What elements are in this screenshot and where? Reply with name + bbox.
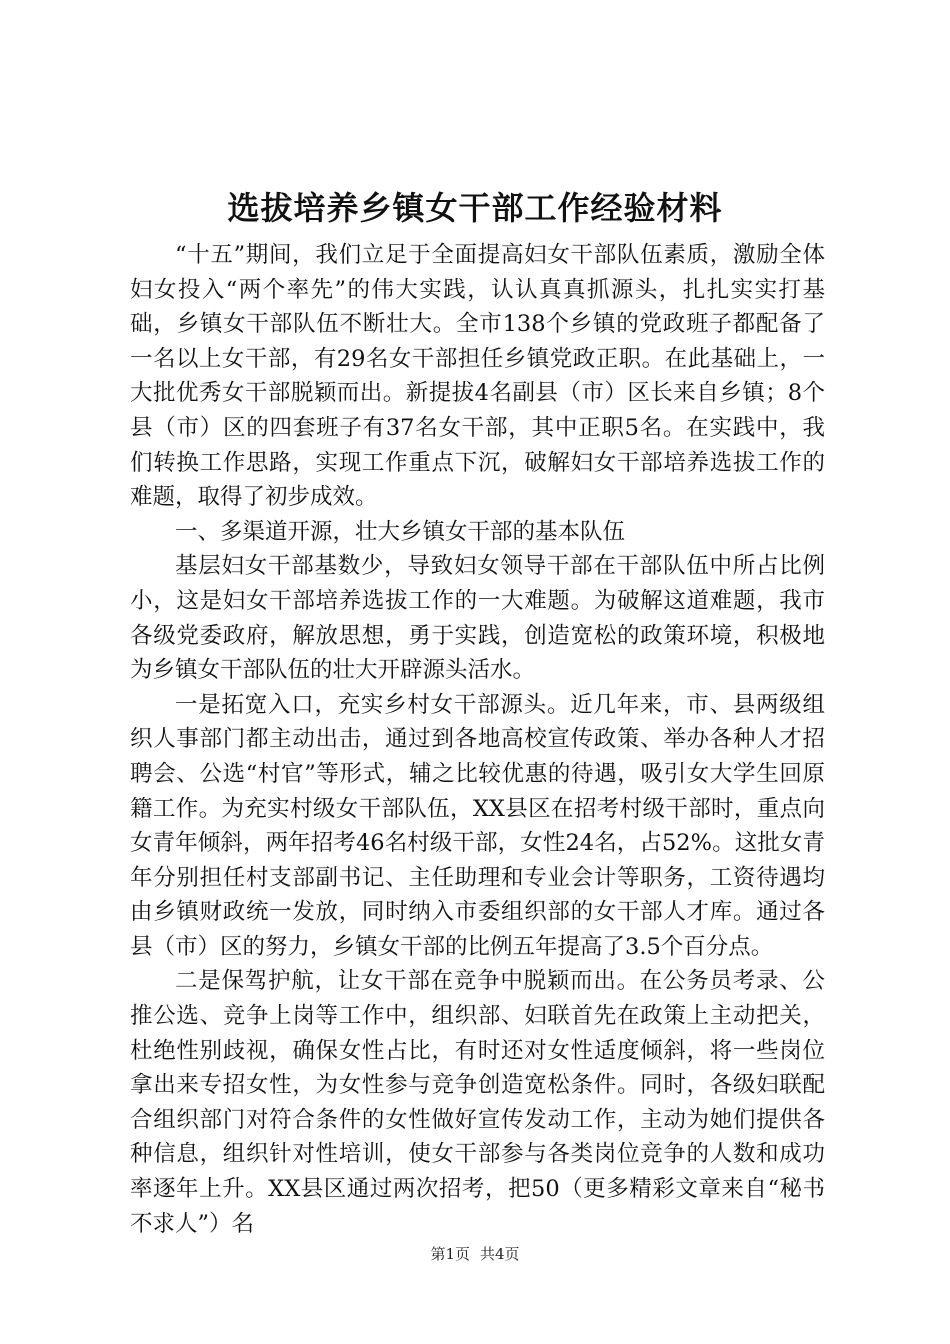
- paragraph-point-2: 二是保驾护航，让女干部在竞争中脱颖而出。在公务员考录、公推公选、竞争上岗等工作中，组织部、妇联首先在政策上主动把关，杜绝性别歧视，确保女性占比，有时还对女性适度倾斜，将一些岗位拿出来专招女性，为女性参与竞争创造宽松条件。同时，各级妇联配合组织部门对符合条件的女性做好宣传发动工作，主动为她们提供各种信息，组织针对性培训，使女干部参与各类岗位竞争的人数和成功率逐年上升。XX县区通过两次招考，把50（更多精彩文章来自“秘书不求人”）名: [130, 968, 825, 1237]
- document-body: [130, 238, 825, 1241]
- paragraph-intro: “十五”期间，我们立足于全面提高妇女干部队伍素质，激励全体妇女投入“两个率先”的伟大实践，认认真真抓源头，扎扎实实打基础，乡镇女干部队伍不断壮大。全市138个乡镇的党政班子都配备了一名以上女干部，有29名女干部担任乡镇党政正职。在此基础上，一大批优秀女干部脱颖而出。新提拔4名副县（市）区长来自乡镇；8个县（市）区的四套班子有37名女干部，其中正职5名。在实践中，我们转换工作思路，实现工作重点下沉，破解妇女干部培养选拔工作的难题，取得了初步成效。: [130, 242, 825, 511]
- document-title: 选拔培养乡镇女干部工作经验材料: [227, 189, 723, 227]
- paragraph-section-1-intro: 基层妇女干部基数少，导致妇女领导干部在干部队伍中所占比例小，这是妇女干部培养选拔工作的一大难题。为破解这道难题，我市各级党委政府，解放思想，勇于实践，创造宽松的政策环境，积极地为乡镇女干部队伍的壮大开辟源头活水。: [130, 553, 825, 684]
- page-total: 共4页: [480, 1245, 520, 1263]
- section-heading-1: 一、多渠道开源，壮大乡镇女干部的基本队伍: [175, 518, 626, 545]
- page-footer: [0, 1244, 950, 1264]
- paragraph-point-1: 一是拓宽入口，充实乡村女干部源头。近几年来，市、县两级组织人事部门都主动出击，通过到各地高校宣传政策、举办各种人才招聘会、公选“村官”等形式，辅之比较优惠的待遇，吸引女大学生回原籍工作。为充实村级女干部队伍，XX县区在招考村级干部时，重点向女青年倾斜，两年招考46名村级干部，女性24名，占52%。这批女青年分别担任村支部副书记、主任助理和专业会计等职务，工资待遇均由乡镇财政统一发放，同时纳入市委组织部的女干部人才库。通过各县（市）区的努力，乡镇女干部的比例五年提高了3.5个百分点。: [130, 691, 825, 960]
- page-number: 第1页: [430, 1245, 470, 1263]
